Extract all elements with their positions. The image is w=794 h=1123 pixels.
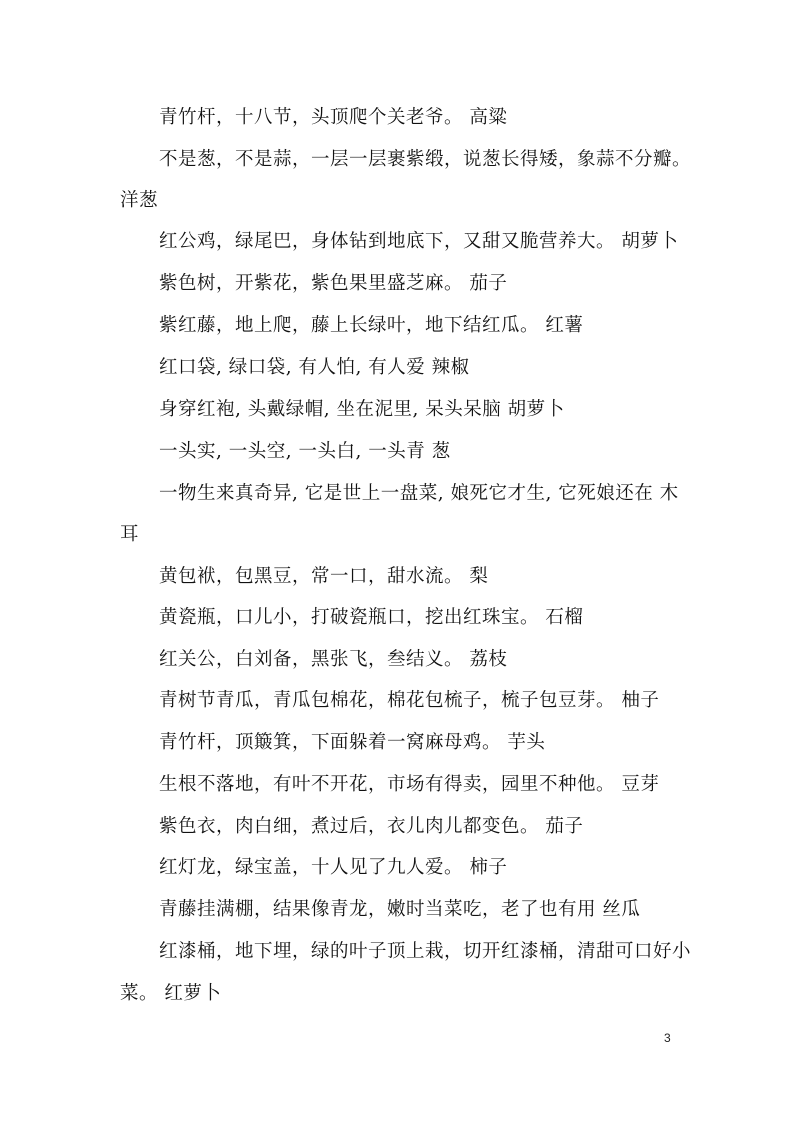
riddle-line-2-continued: 洋葱 [120,190,159,211]
riddle-line-3: 红公鸡，绿尾巴，身体钻到地底下，又甜又脆营养大。 胡萝卜 [159,231,679,252]
page-number: 3 [664,1031,671,1045]
riddle-line-4: 紫色树，开紫花，紫色果里盛芝麻。 茄子 [159,273,508,294]
riddle-line-15: 生根不落地，有叶不开花，市场有得卖，园里不种他。 豆芽 [159,774,660,795]
riddle-line-9-continued: 耳 [120,524,140,545]
riddle-line-9: 一物生来真奇异, 它是世上一盘菜, 娘死它才生, 它死娘还在 木 [159,483,679,504]
riddle-line-19-continued: 菜。 红萝卜 [120,983,222,1004]
riddle-line-6: 红口袋, 绿口袋, 有人怕, 有人爱 辣椒 [159,357,470,378]
riddle-line-2: 不是葱，不是蒜，一层一层裹紫缎，说葱长得矮，象蒜不分瓣。 [159,149,692,170]
riddle-line-18: 青藤挂满棚，结果像青龙，嫩时当菜吃，老了也有用 丝瓜 [159,899,641,920]
riddle-line-1: 青竹杆，十八节，头顶爬个关老爷。 高粱 [159,107,508,128]
riddle-line-14: 青竹杆，顶簸箕，下面躲着一窝麻母鸡。 芋头 [159,732,546,753]
riddle-line-7: 身穿红袍, 头戴绿帽, 坐在泥里, 呆头呆脑 胡萝卜 [159,399,565,420]
riddle-line-8: 一头实, 一头空, 一头白, 一头青 葱 [159,441,451,462]
riddle-line-19: 红漆桶，地下埋，绿的叶子顶上栽，切开红漆桶，清甜可口好小 [159,941,692,962]
riddle-line-5: 紫红藤，地上爬，藤上长绿叶，地下结红瓜。 红薯 [159,315,584,336]
riddle-line-16: 紫色衣，肉白细，煮过后，衣儿肉儿都变色。 茄子 [159,816,584,837]
riddle-line-12: 红关公，白刘备，黑张飞，叁结义。 荔枝 [159,649,508,670]
riddle-line-17: 红灯龙，绿宝盖，十人见了九人爱。 柿子 [159,857,508,878]
riddle-line-13: 青树节青瓜，青瓜包棉花，棉花包梳子，梳子包豆芽。 柚子 [159,690,660,711]
riddle-line-11: 黄瓷瓶，口儿小，打破瓷瓶口，挖出红珠宝。 石榴 [159,607,584,628]
riddle-line-10: 黄包袱，包黑豆，常一口，甜水流。 梨 [159,566,489,587]
